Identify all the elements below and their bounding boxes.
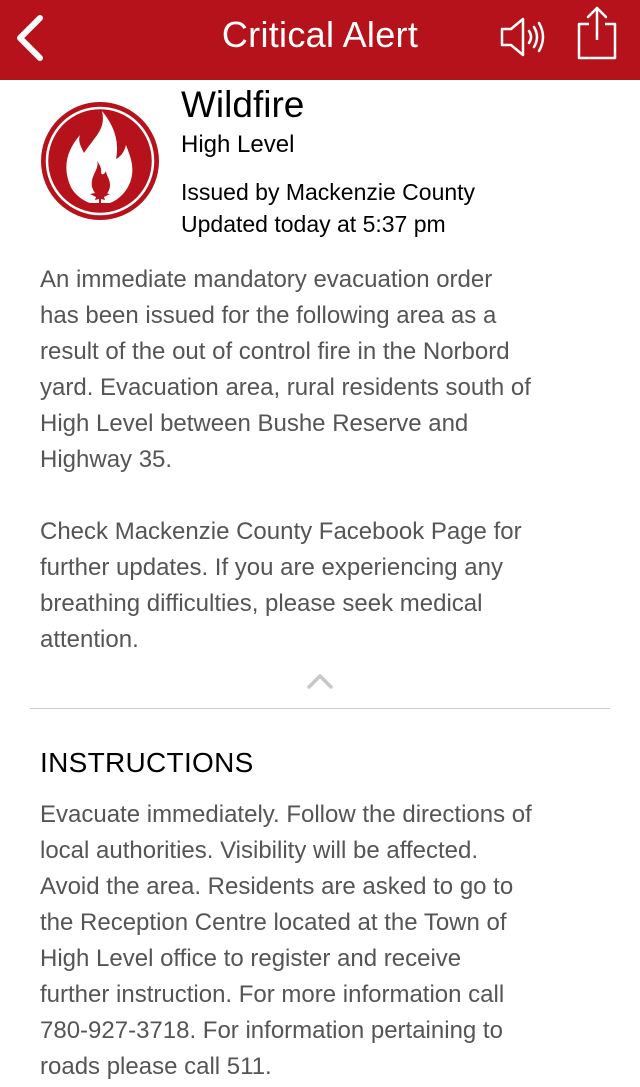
share-button[interactable] — [574, 4, 620, 62]
sound-button[interactable] — [498, 14, 550, 60]
speaker-icon — [498, 14, 550, 60]
page-title: Critical Alert — [221, 14, 419, 55]
section-divider — [30, 708, 610, 709]
chevron-left-icon — [10, 12, 54, 64]
wildfire-icon — [40, 101, 160, 221]
instructions-heading: INSTRUCTIONS — [40, 747, 254, 778]
alert-location: High Level — [181, 131, 295, 158]
share-icon — [574, 4, 620, 62]
alert-type: Wildfire — [181, 84, 305, 125]
alert-issuer: Issued by Mackenzie County — [181, 179, 476, 205]
instructions-text: Evacuate immediately. Follow the directions of local authorities. Visibility will be affected. Avoid the area. Residents are asked to go to the Reception Centre located at the Town of High Level office to register and receive further instruction. For more information call 780-927-3718. For information pertaining to roads please call 511. — [40, 801, 532, 1080]
alert-updated-time: Updated today at 5:37 pm — [181, 211, 446, 237]
chevron-up-icon — [304, 668, 336, 694]
nav-bar — [0, 0, 640, 80]
collapse-button[interactable] — [304, 668, 336, 694]
description-paragraph: Check Mackenzie County Facebook Page for further updates. If you are experiencing any breathing difficulties, please seek medical attention. — [40, 518, 522, 653]
description-paragraph: An immediate mandatory evacuation order has been issued for the following area as a result of the out of control fire in the Norbord yard. Evacuation area, rural residents south of High Level between Bushe Reserve and Highway 35. — [40, 266, 531, 473]
back-button[interactable] — [10, 12, 54, 64]
